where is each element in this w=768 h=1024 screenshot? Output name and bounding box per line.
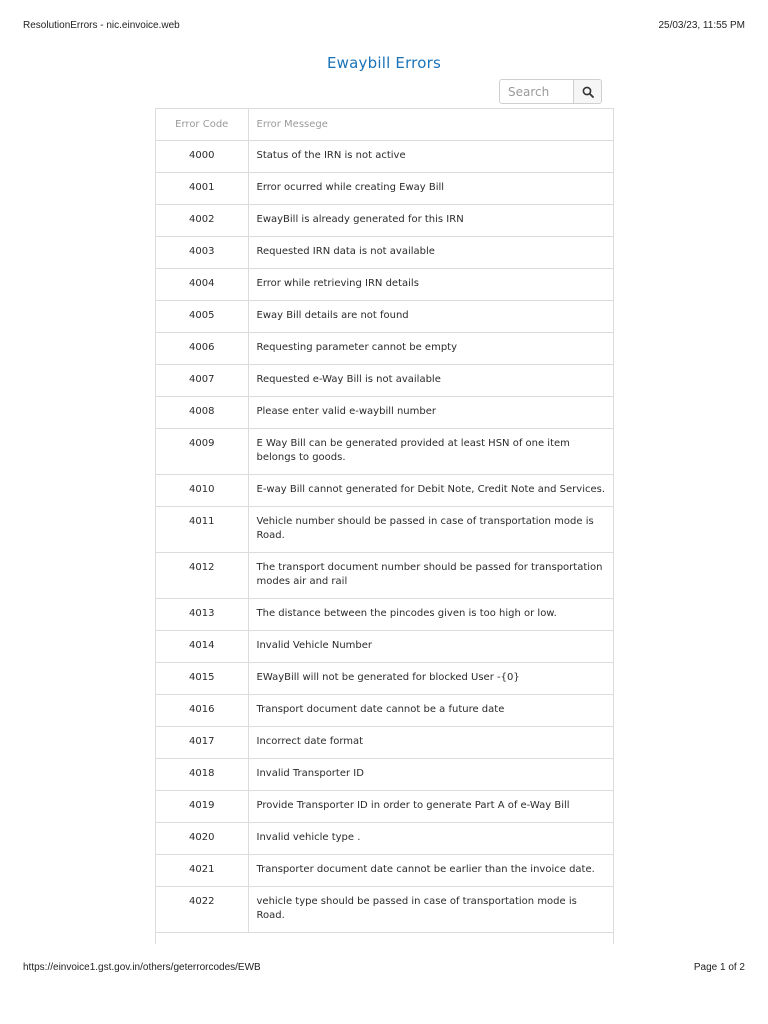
- error-message-cell: Transporter document date cannot be earlier than the invoice date.: [248, 855, 614, 887]
- error-code-cell: 4012: [156, 553, 248, 599]
- error-code-cell: 4007: [156, 365, 248, 397]
- error-message-cell: The distance between the pincodes given is too high or low.: [248, 599, 614, 631]
- table-row: [156, 205, 614, 237]
- error-message-cell: Eway Bill details are not found: [248, 301, 614, 333]
- table-header-row: [156, 109, 614, 141]
- column-header-error-code[interactable]: Error Code: [156, 109, 248, 141]
- column-header-error-message[interactable]: Error Messege: [248, 109, 614, 141]
- table-row: [156, 695, 614, 727]
- error-code-cell: 4017: [156, 727, 248, 759]
- table-row: [156, 727, 614, 759]
- error-code-cell: 4010: [156, 475, 248, 507]
- search-icon: [582, 86, 594, 98]
- table-row: [156, 269, 614, 301]
- table-row: [156, 599, 614, 631]
- error-message-cell: Requested e-Way Bill is not available: [248, 365, 614, 397]
- error-code-cell: 4004: [156, 269, 248, 301]
- error-code-cell: 4009: [156, 429, 248, 475]
- table-row: [156, 887, 614, 933]
- error-message-cell: Provide Transporter ID in order to generate Part A of e-Way Bill: [248, 791, 614, 823]
- print-header-title: ResolutionErrors - nic.einvoice.web: [23, 20, 180, 31]
- error-code-cell: 4011: [156, 507, 248, 553]
- table-row: [156, 663, 614, 695]
- table-row: [156, 301, 614, 333]
- table-row: [156, 141, 614, 173]
- error-code-cell: 4021: [156, 855, 248, 887]
- table-row: [156, 823, 614, 855]
- error-code-cell: 4020: [156, 823, 248, 855]
- error-message-cell: Status of the IRN is not active: [248, 141, 614, 173]
- table-row: [156, 631, 614, 663]
- error-code-cell: 4016: [156, 695, 248, 727]
- error-code-cell: 4022: [156, 887, 248, 933]
- print-footer-page-number: Page 1 of 2: [693, 962, 745, 973]
- error-code-cell: 4018: [156, 759, 248, 791]
- table-row: [156, 237, 614, 269]
- error-message-cell: Error while retrieving IRN details: [248, 269, 614, 301]
- table-row: [156, 553, 614, 599]
- error-message-cell: Invalid vehicle type .: [248, 823, 614, 855]
- table-row: [156, 791, 614, 823]
- table-body: [156, 141, 614, 933]
- search-box: [499, 79, 602, 104]
- error-message-cell: vehicle type should be passed in case of transportation mode is Road.: [248, 887, 614, 933]
- table-row: [156, 429, 614, 475]
- print-footer: [23, 962, 745, 973]
- error-code-cell: 4000: [156, 141, 248, 173]
- print-footer-url: https://einvoice1.gst.gov.in/others/geterrorcodes/EWB: [23, 962, 261, 973]
- error-message-cell: Incorrect date format: [248, 727, 614, 759]
- table-row: [156, 759, 614, 791]
- print-header: [23, 20, 745, 31]
- error-message-cell: Vehicle number should be passed in case of transportation mode is Road.: [248, 507, 614, 553]
- error-message-cell: Invalid Transporter ID: [248, 759, 614, 791]
- error-code-cell: 4008: [156, 397, 248, 429]
- error-message-cell: The transport document number should be passed for transportation modes air and rail: [248, 553, 614, 599]
- table-row: [156, 333, 614, 365]
- error-code-cell: 4013: [156, 599, 248, 631]
- search-button[interactable]: [573, 80, 601, 103]
- search-input[interactable]: [500, 80, 573, 103]
- error-table: [156, 109, 614, 933]
- table-row: [156, 855, 614, 887]
- error-message-cell: Please enter valid e-waybill number: [248, 397, 614, 429]
- error-code-cell: 4006: [156, 333, 248, 365]
- error-code-cell: 4001: [156, 173, 248, 205]
- error-message-cell: Requesting parameter cannot be empty: [248, 333, 614, 365]
- error-message-cell: EWayBill will not be generated for blocked User -{0}: [248, 663, 614, 695]
- error-message-cell: E-way Bill cannot generated for Debit Note, Credit Note and Services.: [248, 475, 614, 507]
- error-message-cell: Error ocurred while creating Eway Bill: [248, 173, 614, 205]
- error-code-cell: 4003: [156, 237, 248, 269]
- error-message-cell: E Way Bill can be generated provided at least HSN of one item belongs to goods.: [248, 429, 614, 475]
- error-message-cell: Invalid Vehicle Number: [248, 631, 614, 663]
- table-row: [156, 507, 614, 553]
- error-code-cell: 4015: [156, 663, 248, 695]
- table-row: [156, 475, 614, 507]
- error-message-cell: Transport document date cannot be a future date: [248, 695, 614, 727]
- error-code-cell: 4005: [156, 301, 248, 333]
- error-code-cell: 4002: [156, 205, 248, 237]
- table-row: [156, 397, 614, 429]
- error-code-cell: 4019: [156, 791, 248, 823]
- error-code-cell: 4014: [156, 631, 248, 663]
- table-row: [156, 173, 614, 205]
- page-title: Ewaybill Errors: [327, 54, 441, 72]
- table-row: [156, 365, 614, 397]
- error-message-cell: EwayBill is already generated for this IRN: [248, 205, 614, 237]
- error-table-container: [155, 108, 614, 944]
- print-header-datetime: 25/03/23, 11:55 PM: [658, 20, 745, 31]
- error-message-cell: Requested IRN data is not available: [248, 237, 614, 269]
